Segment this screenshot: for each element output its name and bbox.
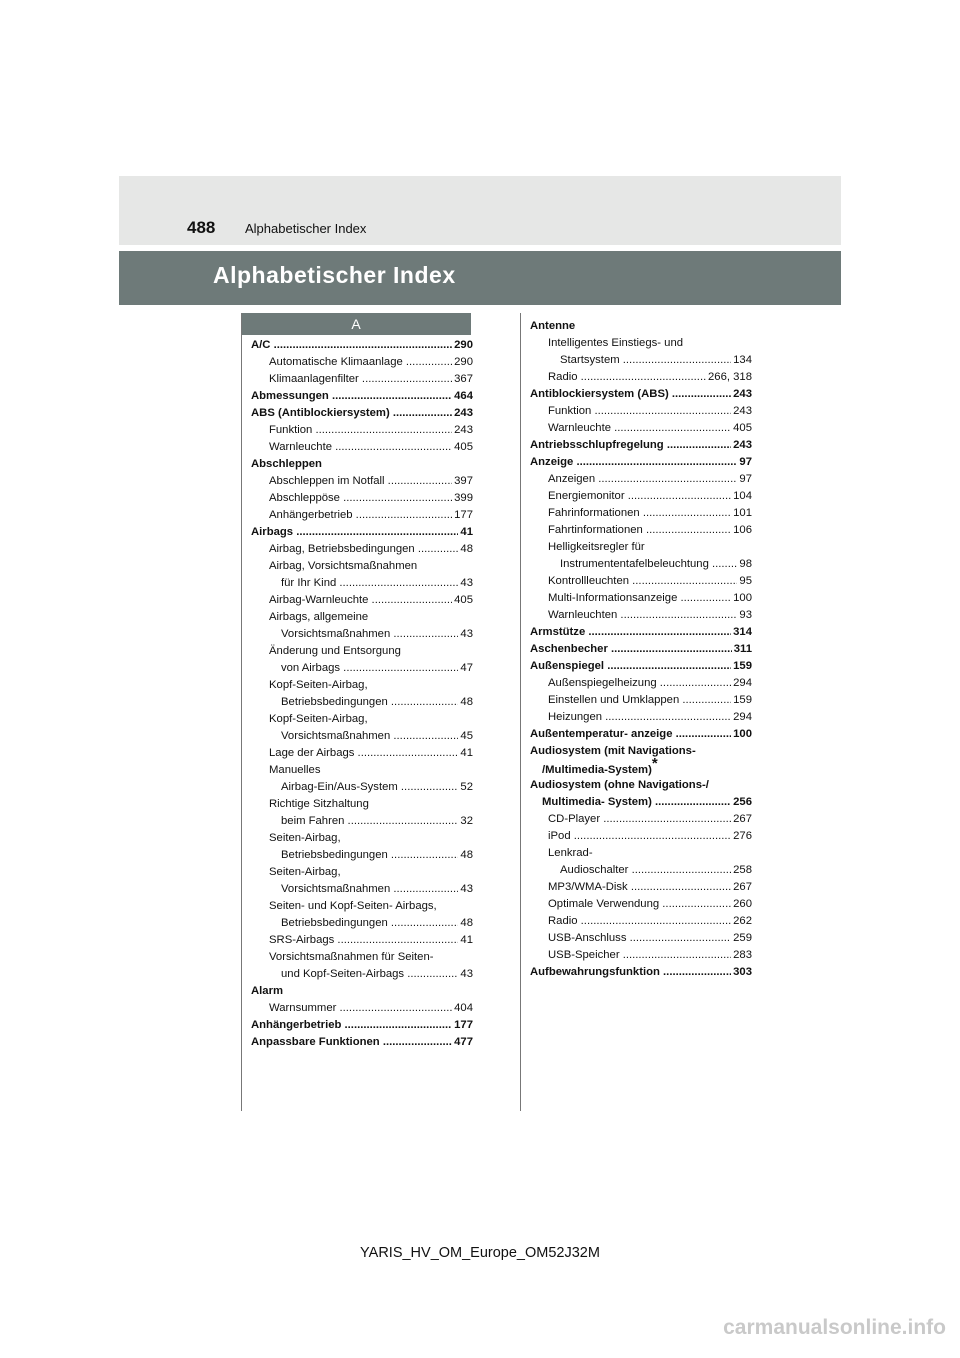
column-divider-left: [241, 313, 242, 1111]
entry-page-ref: 303: [731, 964, 752, 981]
entry-page-ref: 243: [731, 437, 752, 454]
index-entry: [269, 354, 473, 371]
index-entry: [281, 694, 473, 711]
index-entry: [548, 471, 752, 488]
entry-term: Seiten- und Kopf-Seiten- Airbags,: [269, 900, 437, 912]
entry-page-ref: 283: [731, 947, 752, 964]
entry-page-ref: 52: [458, 779, 473, 796]
entry-term: Warnleuchte .....: [548, 420, 752, 437]
running-title: Alphabetischer Index: [245, 221, 367, 236]
index-entry: [269, 541, 473, 558]
entry-term: Vorsichtsmaßnahmen .....: [281, 626, 473, 643]
entry-term: SRS-Airbags .....: [269, 932, 473, 949]
entry-term: Audiosystem (mit Navigations-: [530, 745, 696, 757]
index-entry: [548, 420, 752, 437]
entry-page-ref: 259: [731, 930, 752, 947]
entry-page-ref: 260: [731, 896, 752, 913]
index-entry: [530, 437, 752, 454]
entry-page-ref: 43: [458, 966, 473, 983]
entry-page-ref: 405: [731, 420, 752, 437]
entry-term: Multi-Informationsanzeige .....: [548, 590, 752, 607]
entry-term: USB-Speicher .....: [548, 947, 752, 964]
entry-term: Anhängerbetrieb .....: [251, 1017, 473, 1034]
entry-page-ref: 41: [458, 745, 473, 762]
entry-term: iPod .....: [548, 828, 752, 845]
entry-term: Heizungen .....: [548, 709, 752, 726]
index-entry: [269, 864, 473, 881]
entry-term: Airbags, allgemeine: [269, 611, 369, 623]
entry-term: Änderung und Entsorgung: [269, 645, 401, 657]
entry-term: Audioschalter .....: [560, 862, 752, 879]
index-entry: [281, 881, 473, 898]
entry-term: Seiten-Airbag,: [269, 832, 341, 844]
entry-term: Airbag, Betriebsbedingungen .....: [269, 541, 473, 558]
entry-term: Fahrinformationen .....: [548, 505, 752, 522]
entry-term: Abschleppen: [251, 458, 322, 470]
entry-page-ref: 48: [458, 694, 473, 711]
index-entry: [269, 1000, 473, 1017]
index-entry: [542, 794, 752, 811]
entry-page-ref: 97: [737, 471, 752, 488]
entry-page-ref: 294: [731, 709, 752, 726]
index-entry: [548, 709, 752, 726]
entry-page-ref: 47: [458, 660, 473, 677]
index-entry: [548, 930, 752, 947]
entry-page-ref: 48: [458, 915, 473, 932]
index-entry: [281, 660, 473, 677]
entry-term: Betriebsbedingungen .....: [281, 694, 473, 711]
entry-term: Aufbewahrungsfunktion .....: [530, 964, 752, 981]
index-entry: [548, 947, 752, 964]
index-entry: [251, 456, 473, 473]
entry-term: Intelligentes Einstiegs- und: [548, 337, 684, 349]
entry-term: ABS (Antiblockiersystem) .....: [251, 405, 473, 422]
entry-page-ref: 256: [731, 794, 752, 811]
entry-page-ref: 266, 318: [706, 369, 752, 386]
entry-term: Antiblockiersystem (ABS) .....: [530, 386, 752, 403]
index-entry: [530, 386, 752, 403]
index-entry: [281, 966, 473, 983]
entry-term: Klimaanlagenfilter .....: [269, 371, 473, 388]
index-entry: [548, 488, 752, 505]
entry-page-ref: 405: [452, 439, 473, 456]
index-entry: [269, 745, 473, 762]
index-entry: [251, 1017, 473, 1034]
entry-term: CD-Player .....: [548, 811, 752, 828]
entry-term: Abmessungen .....: [251, 388, 473, 405]
index-entry: [548, 369, 752, 386]
index-entry: [281, 915, 473, 932]
entry-term: Lage der Airbags .....: [269, 745, 473, 762]
entry-page-ref: 45: [458, 728, 473, 745]
entry-term: Funktion .....: [548, 403, 752, 420]
entry-page-ref: 41: [458, 932, 473, 949]
index-entry: [530, 624, 752, 641]
entry-term: von Airbags .....: [281, 660, 473, 677]
index-column-right: [530, 318, 752, 981]
index-entry: [530, 641, 752, 658]
entry-term: Automatische Klimaanlage .....: [269, 354, 473, 371]
entry-term: Vorsichtsmaßnahmen .....: [281, 881, 473, 898]
footnote-star: *: [651, 755, 658, 772]
index-entry: [548, 607, 752, 624]
index-entry: [542, 755, 752, 777]
entry-term: Anhängerbetrieb .....: [269, 507, 473, 524]
index-entry: [548, 335, 752, 352]
entry-term: USB-Anschluss .....: [548, 930, 752, 947]
index-entry: [548, 403, 752, 420]
entry-page-ref: 43: [458, 881, 473, 898]
index-entry: [281, 847, 473, 864]
entry-page-ref: 464: [452, 388, 473, 405]
index-entry: [560, 556, 752, 573]
index-entry: [548, 811, 752, 828]
index-entry: [269, 490, 473, 507]
index-entry: [269, 371, 473, 388]
entry-term: Audiosystem (ohne Navigations-/: [530, 779, 709, 791]
index-entry: [560, 352, 752, 369]
index-column-left: [251, 337, 473, 1051]
entry-page-ref: 314: [731, 624, 752, 641]
entry-term: und Kopf-Seiten-Airbags .....: [281, 966, 473, 983]
index-entry: [548, 879, 752, 896]
entry-page-ref: 93: [737, 607, 752, 624]
index-entry: [281, 813, 473, 830]
entry-term: Armstütze .....: [530, 624, 752, 641]
entry-term: Außentemperatur- anzeige .....: [530, 726, 752, 743]
entry-term: Anzeigen .....: [548, 471, 752, 488]
entry-page-ref: 397: [452, 473, 473, 490]
entry-term: für Ihr Kind .....: [281, 575, 473, 592]
entry-term: Radio .....: [548, 913, 752, 930]
index-entry: [281, 779, 473, 796]
index-entry: [269, 609, 473, 626]
page-number: 488: [187, 218, 216, 237]
entry-page-ref: 106: [731, 522, 752, 539]
index-entry: [548, 590, 752, 607]
entry-page-ref: 100: [731, 590, 752, 607]
entry-page-ref: 134: [731, 352, 752, 369]
entry-page-ref: 41: [458, 524, 473, 541]
entry-page-ref: 243: [731, 403, 752, 420]
index-entry: [548, 913, 752, 930]
index-entry: [269, 677, 473, 694]
entry-term: Außenspiegelheizung .....: [548, 675, 752, 692]
index-entry: [548, 845, 752, 862]
entry-term: Warnleuchten .....: [548, 607, 752, 624]
index-entry: [269, 796, 473, 813]
entry-term: Anpassbare Funktionen .....: [251, 1034, 473, 1051]
entry-page-ref: 32: [458, 813, 473, 830]
entry-term: Kopf-Seiten-Airbag,: [269, 679, 368, 691]
index-entry: [251, 524, 473, 541]
section-letter-bar: A: [241, 313, 471, 335]
index-entry: [548, 692, 752, 709]
index-entry: [560, 862, 752, 879]
entry-term: Manuelles: [269, 764, 321, 776]
index-entry: [269, 830, 473, 847]
entry-term: Vorsichtsmaßnahmen für Seiten-: [269, 951, 434, 963]
entry-term: A/C .....: [251, 337, 473, 354]
entry-term: Richtige Sitzhaltung: [269, 798, 369, 810]
entry-term: Airbag-Ein/Aus-System .....: [281, 779, 473, 796]
entry-page-ref: 267: [731, 879, 752, 896]
entry-page-ref: 262: [731, 913, 752, 930]
index-entry: [530, 318, 752, 335]
entry-page-ref: 43: [458, 575, 473, 592]
index-entry: [269, 473, 473, 490]
entry-page-ref: 276: [731, 828, 752, 845]
index-entry: [530, 726, 752, 743]
entry-term: Vorsichtsmaßnahmen .....: [281, 728, 473, 745]
entry-term: Optimale Verwendung .....: [548, 896, 752, 913]
index-entry: [281, 728, 473, 745]
index-entry: [269, 711, 473, 728]
entry-page-ref: 159: [731, 658, 752, 675]
index-entry: [269, 592, 473, 609]
header-band: [119, 176, 841, 245]
entry-page-ref: 48: [458, 847, 473, 864]
index-entry: [269, 507, 473, 524]
index-entry: [548, 539, 752, 556]
index-entry: [251, 1034, 473, 1051]
watermark: carmanualsonline.info: [723, 1316, 946, 1339]
entry-page-ref: 311: [732, 641, 752, 658]
entry-page-ref: 290: [452, 337, 473, 354]
entry-term: Anzeige .....: [530, 454, 752, 471]
entry-term: Fahrtinformationen .....: [548, 522, 752, 539]
entry-page-ref: 477: [452, 1034, 473, 1051]
index-entry: [269, 949, 473, 966]
index-entry: [530, 743, 752, 760]
entry-term: Abschleppen im Notfall .....: [269, 473, 473, 490]
entry-term: Einstellen und Umklappen .....: [548, 692, 752, 709]
entry-term: Warnleuchte .....: [269, 439, 473, 456]
entry-term: Airbag-Warnleuchte .....: [269, 592, 473, 609]
entry-term: MP3/WMA-Disk .....: [548, 879, 752, 896]
entry-term: Außenspiegel .....: [530, 658, 752, 675]
entry-term: Lenkrad-: [548, 847, 593, 859]
index-entry: [548, 828, 752, 845]
entry-page-ref: 294: [731, 675, 752, 692]
entry-term: Antriebsschlupfregelung .....: [530, 437, 752, 454]
entry-page-ref: 258: [731, 862, 752, 879]
column-divider-right: [520, 313, 521, 1111]
entry-term: beim Fahren .....: [281, 813, 473, 830]
entry-term: Instrumententafelbeleuchtung .....: [560, 556, 752, 573]
entry-page-ref: 243: [452, 405, 473, 422]
entry-term: Kontrollleuchten .....: [548, 573, 752, 590]
entry-term: Warnsummer .....: [269, 1000, 473, 1017]
entry-page-ref: 98: [737, 556, 752, 573]
index-entry: [530, 658, 752, 675]
entry-term: Seiten-Airbag,: [269, 866, 341, 878]
entry-page-ref: 159: [731, 692, 752, 709]
entry-page-ref: 95: [737, 573, 752, 590]
entry-page-ref: 267: [731, 811, 752, 828]
entry-page-ref: 177: [452, 507, 473, 524]
index-entry: [548, 675, 752, 692]
entry-term: Abschleppöse .....: [269, 490, 473, 507]
entry-page-ref: 243: [452, 422, 473, 439]
index-entry: [251, 337, 473, 354]
entry-page-ref: 243: [731, 386, 752, 403]
index-entry: [251, 405, 473, 422]
entry-page-ref: 399: [452, 490, 473, 507]
index-entry: [269, 898, 473, 915]
entry-page-ref: 404: [452, 1000, 473, 1017]
entry-page-ref: 367: [452, 371, 473, 388]
index-entry: [251, 983, 473, 1000]
entry-term: /Multimedia-System): [542, 764, 652, 776]
index-entry: [269, 439, 473, 456]
entry-page-ref: 43: [458, 626, 473, 643]
index-entry: [548, 522, 752, 539]
index-entry: [548, 896, 752, 913]
index-entry: [269, 558, 473, 575]
entry-term: Radio .....: [548, 369, 752, 386]
entry-page-ref: 101: [731, 505, 752, 522]
entry-term: Energiemonitor .....: [548, 488, 752, 505]
entry-term: Kopf-Seiten-Airbag,: [269, 713, 368, 725]
entry-term: Betriebsbedingungen .....: [281, 915, 473, 932]
entry-term: Airbags .....: [251, 524, 473, 541]
index-entry: [530, 454, 752, 471]
entry-term: Betriebsbedingungen .....: [281, 847, 473, 864]
index-entry: [269, 932, 473, 949]
entry-page-ref: 100: [731, 726, 752, 743]
document-code: YARIS_HV_OM_Europe_OM52J32M: [360, 1245, 600, 1261]
page-title: Alphabetischer Index: [213, 262, 456, 288]
entry-page-ref: 177: [452, 1017, 473, 1034]
entry-page-ref: 104: [731, 488, 752, 505]
entry-term: Multimedia- System) .....: [542, 794, 752, 811]
index-entry: [530, 777, 752, 794]
entry-page-ref: 290: [452, 354, 473, 371]
index-entry: [530, 964, 752, 981]
index-entry: [281, 575, 473, 592]
entry-page-ref: 97: [737, 454, 752, 471]
index-entry: [269, 762, 473, 779]
entry-term: Aschenbecher .....: [530, 641, 752, 658]
index-entry: [269, 643, 473, 660]
entry-term: Helligkeitsregler für: [548, 541, 645, 553]
index-entry: [281, 626, 473, 643]
index-entry: [548, 573, 752, 590]
entry-term: Antenne: [530, 320, 576, 332]
entry-term: Funktion .....: [269, 422, 473, 439]
entry-term: Startsystem .....: [560, 352, 752, 369]
entry-page-ref: 405: [452, 592, 473, 609]
entry-term: Alarm: [251, 985, 284, 997]
index-entry: [548, 505, 752, 522]
entry-term: Airbag, Vorsichtsmaßnahmen: [269, 560, 418, 572]
index-entry: [269, 422, 473, 439]
index-entry: [251, 388, 473, 405]
entry-page-ref: 48: [458, 541, 473, 558]
